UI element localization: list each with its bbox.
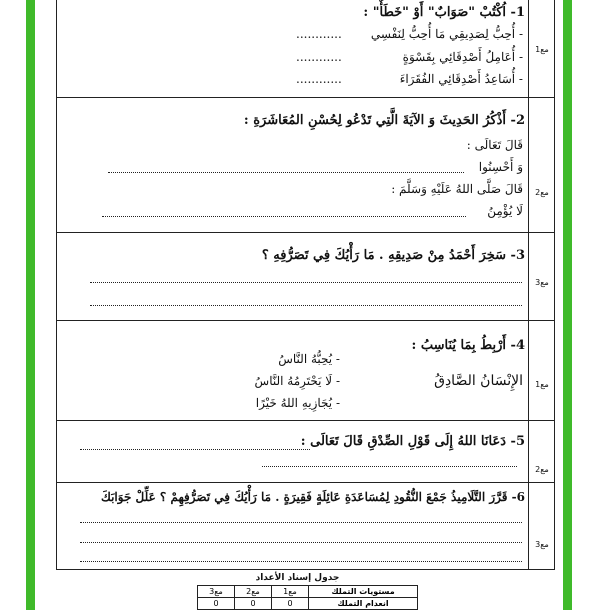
criterion-label: مع2 — [535, 188, 549, 197]
table-header-cell: مع2 — [235, 586, 272, 598]
table-cell: انعدام التملك — [309, 598, 418, 610]
answer-line[interactable] — [80, 449, 310, 450]
table-cell: 0 — [235, 598, 272, 610]
statement-3: - أُسَاعِدُ أَصْدِقَائِي الفُقَرَاءَ — [399, 72, 523, 86]
right-border-bar — [563, 0, 572, 610]
answer-line[interactable] — [80, 542, 522, 543]
table-cell: 0 — [198, 598, 235, 610]
section-divider — [56, 420, 555, 421]
section-divider — [56, 482, 555, 483]
section-divider — [56, 97, 555, 98]
table-header-cell: مع3 — [198, 586, 235, 598]
question-2-title: 2- أَذْكُرُ الحَدِيثَ وَ الآيَةَ الَّتِي تَدْعُو لِحُسْنِ المُعَاشَرَةِ : — [243, 113, 525, 128]
verse-intro: قَالَ تَعَالَى : — [466, 138, 523, 152]
match-option-2: - لَا يَحْتَرِمُهُ النَّاسُ — [254, 374, 340, 388]
answer-line[interactable] — [102, 216, 466, 217]
answer-line[interactable] — [262, 466, 517, 467]
match-option-1: - يُحِبُّهُ النَّاسُ — [278, 352, 340, 366]
hadith-start: لَا يُؤْمِنُ — [487, 204, 523, 218]
question-4-title: 4- أَرْبِطُ بِمَا يُنَاسِبُ : — [411, 338, 525, 353]
match-option-3: - يُجَازِيهِ اللهُ خَيْرًا — [255, 396, 340, 410]
answer-blank-1[interactable]: ............ — [296, 27, 342, 41]
section-divider — [56, 320, 555, 321]
criterion-label: مع1 — [535, 380, 549, 389]
criterion-label: مع3 — [535, 278, 549, 287]
verse-start: وَ أَحْسِنُوا — [478, 160, 523, 174]
answer-line[interactable] — [80, 561, 522, 562]
question-6-title: 6- قَرَّرَ التَّلَامِيذُ جَمْعَ النُّقُودِ لِمُسَاعَدَةِ عَائِلَةٍ فَقِيرَةٍ . مَا رَأْيُكَ فِي تَصَرُّفِهِمْ ؟ عَلِّلْ جَوَابَكَ — [100, 490, 525, 504]
answer-blank-2[interactable]: ............ — [296, 50, 342, 64]
answer-line[interactable] — [80, 522, 522, 523]
left-border-bar — [26, 0, 35, 610]
table-cell: 0 — [272, 598, 309, 610]
match-left-item: الإِنْسَانُ الصَّادِقُ — [434, 373, 523, 389]
criterion-label: مع2 — [535, 465, 549, 474]
table-row — [198, 598, 418, 610]
table-header-cell: مع1 — [272, 586, 309, 598]
answer-line[interactable] — [90, 282, 522, 283]
answer-line[interactable] — [108, 172, 464, 173]
table-row — [198, 586, 418, 598]
table-header-cell: مستويات التملك — [309, 586, 418, 598]
criterion-label: مع1 — [535, 45, 549, 54]
statement-1: - أُحِبُّ لِصَدِيقِي مَا أُحِبُّ لِنَفْسِي — [370, 27, 523, 41]
question-5-title: 5- دَعَانَا اللهُ إِلَى قَوْلِ الصِّدْقِ قَالَ تَعَالَى : — [300, 434, 525, 449]
hadith-intro: قَالَ صَلَّى اللهُ عَلَيْهِ وَسَلَّمَ : — [391, 182, 523, 196]
statement-2: - أُعَامِلُ أَصْدِقَائِي بِقَسْوَةٍ — [402, 50, 523, 64]
question-3-title: 3- سَخِرَ أَحْمَدُ مِنْ صَدِيقِهِ . مَا رَأْيُكَ فِي تَصَرُّفِهِ ؟ — [261, 248, 525, 263]
criterion-label: مع3 — [535, 540, 549, 549]
answer-line[interactable] — [90, 305, 522, 306]
grading-table-caption: جدول إسناد الأعداد — [255, 573, 340, 583]
grading-table — [197, 585, 418, 610]
section-divider — [56, 232, 555, 233]
answer-blank-3[interactable]: ............ — [296, 72, 342, 86]
question-1-title: 1- اُكْتُبْ "صَوَابٌ" أَوْ "خَطَأٌ" : — [363, 5, 525, 20]
